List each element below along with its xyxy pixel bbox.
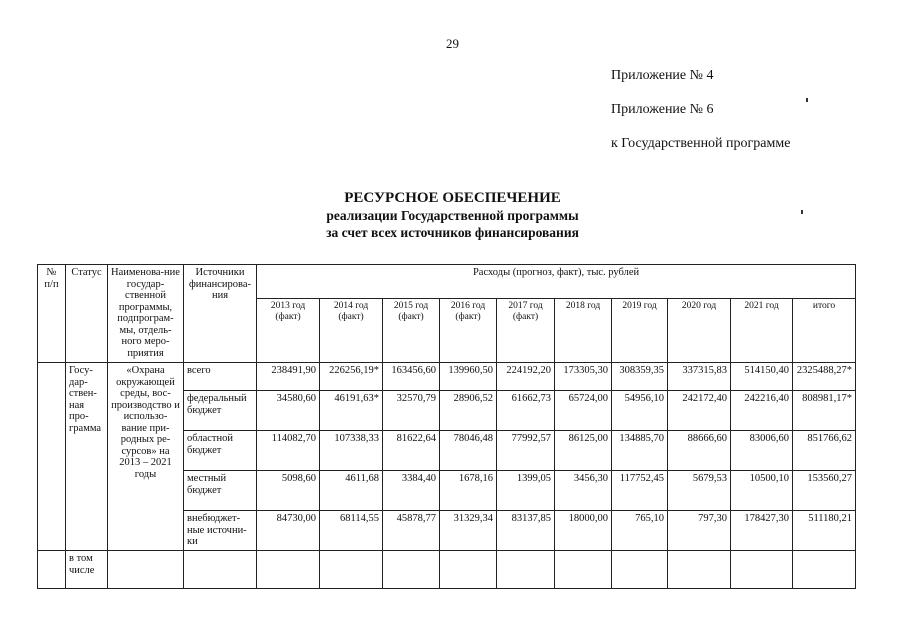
scan-speck bbox=[801, 210, 803, 214]
value-cell: 851766,62 bbox=[793, 431, 856, 471]
header-source: Источники финансирова-ния bbox=[184, 265, 257, 363]
document-title bbox=[0, 190, 905, 241]
empty-cell bbox=[38, 551, 66, 589]
empty-cell bbox=[555, 551, 612, 589]
year-header: 2016 год (факт) bbox=[440, 299, 497, 363]
table-row bbox=[38, 363, 856, 391]
header-num: № п/п bbox=[38, 265, 66, 363]
value-cell: 173305,30 bbox=[555, 363, 612, 391]
page-number: 29 bbox=[446, 36, 459, 51]
title-sub-1: реализации Государственной программы bbox=[326, 208, 579, 223]
value-cell: 107338,33 bbox=[320, 431, 383, 471]
value-cell: 31329,34 bbox=[440, 511, 497, 551]
value-cell: 65724,00 bbox=[555, 391, 612, 431]
value-cell: 163456,60 bbox=[383, 363, 440, 391]
value-cell: 34580,60 bbox=[257, 391, 320, 431]
value-cell: 797,30 bbox=[668, 511, 731, 551]
value-cell: 28906,52 bbox=[440, 391, 497, 431]
program-name-cell: «Охрана окружающей среды, вос-производство и использо-вание при-родных ре-сурсов» на 2013 – 2021 годы bbox=[108, 363, 184, 551]
value-cell: 308359,35 bbox=[612, 363, 668, 391]
value-cell: 84730,00 bbox=[257, 511, 320, 551]
empty-cell bbox=[440, 551, 497, 589]
year-header: 2013 год (факт) bbox=[257, 299, 320, 363]
title-sub-2: за счет всех источников финансирования bbox=[326, 225, 579, 240]
empty-cell bbox=[731, 551, 793, 589]
header-status: Статус bbox=[66, 265, 108, 363]
value-cell: 765,10 bbox=[612, 511, 668, 551]
resource-table bbox=[37, 264, 856, 589]
scan-speck bbox=[806, 98, 808, 102]
appendix-line-1: Приложение № 4 bbox=[611, 68, 714, 83]
value-cell: 45878,77 bbox=[383, 511, 440, 551]
value-cell: 83137,85 bbox=[497, 511, 555, 551]
value-cell: 114082,70 bbox=[257, 431, 320, 471]
appendix-line-3: к Государственной программе bbox=[611, 136, 791, 151]
value-cell: 238491,90 bbox=[257, 363, 320, 391]
value-cell: 139960,50 bbox=[440, 363, 497, 391]
status-cell-sub: в том числе bbox=[66, 551, 108, 589]
value-cell: 5098,60 bbox=[257, 471, 320, 511]
value-cell: 224192,20 bbox=[497, 363, 555, 391]
value-cell: 808981,17* bbox=[793, 391, 856, 431]
value-cell: 61662,73 bbox=[497, 391, 555, 431]
source-cell: внебюджет-ные источни-ки bbox=[184, 511, 257, 551]
value-cell: 5679,53 bbox=[668, 471, 731, 511]
value-cell: 226256,19* bbox=[320, 363, 383, 391]
appendix-line-2: Приложение № 6 bbox=[611, 102, 714, 117]
value-cell: 46191,63* bbox=[320, 391, 383, 431]
value-cell: 4611,68 bbox=[320, 471, 383, 511]
value-cell: 178427,30 bbox=[731, 511, 793, 551]
value-cell: 1678,16 bbox=[440, 471, 497, 511]
title-main: РЕСУРСНОЕ ОБЕСПЕЧЕНИЕ bbox=[344, 190, 561, 206]
year-header: 2017 год (факт) bbox=[497, 299, 555, 363]
value-cell: 511180,21 bbox=[793, 511, 856, 551]
value-cell: 2325488,27* bbox=[793, 363, 856, 391]
empty-cell bbox=[383, 551, 440, 589]
value-cell: 10500,10 bbox=[731, 471, 793, 511]
value-cell: 54956,10 bbox=[612, 391, 668, 431]
value-cell: 242216,40 bbox=[731, 391, 793, 431]
value-cell: 1399,05 bbox=[497, 471, 555, 511]
value-cell: 117752,45 bbox=[612, 471, 668, 511]
value-cell: 153560,27 bbox=[793, 471, 856, 511]
value-cell: 18000,00 bbox=[555, 511, 612, 551]
value-cell: 83006,60 bbox=[731, 431, 793, 471]
year-header: 2018 год bbox=[555, 299, 612, 363]
empty-cell bbox=[612, 551, 668, 589]
source-cell: областной бюджет bbox=[184, 431, 257, 471]
value-cell: 32570,79 bbox=[383, 391, 440, 431]
empty-cell bbox=[184, 551, 257, 589]
value-cell: 81622,64 bbox=[383, 431, 440, 471]
empty-cell bbox=[497, 551, 555, 589]
year-header: 2021 год bbox=[731, 299, 793, 363]
value-cell: 242172,40 bbox=[668, 391, 731, 431]
value-cell: 68114,55 bbox=[320, 511, 383, 551]
year-header: 2020 год bbox=[668, 299, 731, 363]
year-header: 2014 год (факт) bbox=[320, 299, 383, 363]
header-expenses: Расходы (прогноз, факт), тыс. рублей bbox=[257, 265, 856, 299]
empty-cell bbox=[668, 551, 731, 589]
year-header: 2019 год bbox=[612, 299, 668, 363]
empty-cell bbox=[108, 551, 184, 589]
value-cell: 78046,48 bbox=[440, 431, 497, 471]
value-cell: 134885,70 bbox=[612, 431, 668, 471]
value-cell: 3384,40 bbox=[383, 471, 440, 511]
source-cell: всего bbox=[184, 363, 257, 391]
status-cell: Госу-дар-ствен-ная про-грамма bbox=[66, 363, 108, 551]
year-header: 2015 год (факт) bbox=[383, 299, 440, 363]
value-cell: 77992,57 bbox=[497, 431, 555, 471]
value-cell: 337315,83 bbox=[668, 363, 731, 391]
empty-cell bbox=[793, 551, 856, 589]
source-cell: местный бюджет bbox=[184, 471, 257, 511]
empty-cell bbox=[257, 551, 320, 589]
header-name: Наименова-ние государ-ственной программы, подпрограм-мы, отдель-ного меро-приятия bbox=[108, 265, 184, 363]
value-cell: 88666,60 bbox=[668, 431, 731, 471]
value-cell: 86125,00 bbox=[555, 431, 612, 471]
value-cell: 514150,40 bbox=[731, 363, 793, 391]
year-header-total: итого bbox=[793, 299, 856, 363]
row-num-cell bbox=[38, 363, 66, 551]
source-cell: федеральный бюджет bbox=[184, 391, 257, 431]
empty-cell bbox=[320, 551, 383, 589]
value-cell: 3456,30 bbox=[555, 471, 612, 511]
table-row bbox=[38, 551, 856, 589]
